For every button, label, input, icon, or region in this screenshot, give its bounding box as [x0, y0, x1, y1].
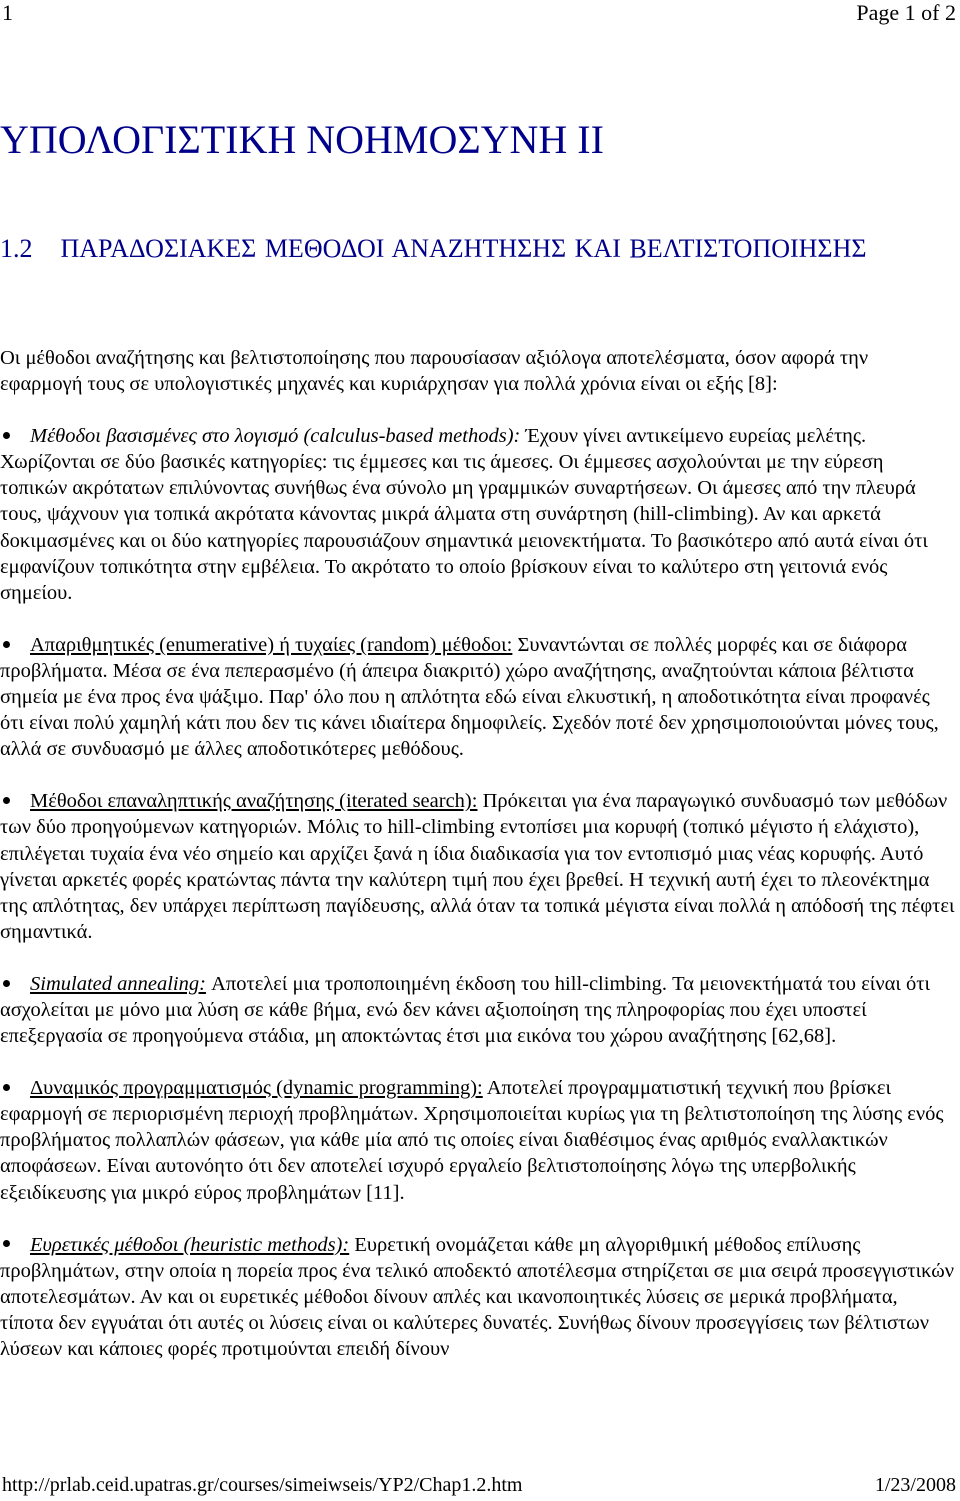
footer-date: 1/23/2008: [874, 1474, 956, 1496]
item-text: Ευρετική ονομάζεται κάθε μη αλγοριθμική μέθοδος επίλυσης προβλημάτων, στην οποία η πορεία προς ένα τελικό αποδεκτό αποτέλεσμα στηρίζεται σε μια σειρά προσεγγιστικών αποτελεσμάτων. Αν και οι ευρετικές μέθοδοι δίνουν απλές και ικανοποιητικές λύσεις σε μερικά προβλήματα, τίποτα δεν εγγυάται ότι αυτές οι λύσεις είναι οι καλύτερες δυνατές. Συνήθως δίνουν προσεγγίσεις των βέλτιστων λύσεων και κάποιες φορές προτιμούνται επειδή δίνουν: [0, 1233, 955, 1360]
list-item: [0, 1232, 955, 1362]
section-heading: [0, 232, 866, 266]
page-title: ΥΠΟΛΟΓΙΣΤΙΚΗ ΝΟΗΜΟΣΥΝΗ ΙΙ: [0, 117, 604, 162]
methods-list: [0, 423, 955, 1362]
list-item: [0, 1075, 955, 1205]
bullet-icon: [3, 1084, 10, 1091]
list-item: [0, 423, 955, 606]
item-term: Simulated annealing:: [30, 972, 206, 995]
bullet-icon: [3, 641, 10, 648]
item-text: Συναντώνται σε πολλές μορφές και σε διάφορα προβλήματα. Μέσα σε ένα πεπερασμένο (ή άπειρα διακριτό) χώρο αναζήτησης, αναζητούνται κάποια βέλτιστα σημεία με ένα προς ένα ψάξιμο. Παρ' όλο που η απλότητα εδώ είναι ελκυστική, η αποδοτικότητα είναι προφανές ότι είναι πολύ χαμηλή κάτι που δεν τις κάνει ιδιαίτερα δημοφιλείς. Σχεδόν ποτέ δεν χρησιμοποιούνται μόνες τους, αλλά σε συνδυασμό με άλλες αποδοτικότερες μεθόδους.: [0, 633, 939, 761]
item-text: Έχουν γίνει αντικείμενο ευρείας μελέτης. Χωρίζονται σε δύο βασικές κατηγορίες: τις έμμεσες και τις άμεσες. Οι έμμεσες ασχολούνται με την εύρεση τοπικών ακρότατων επιλύνοντας συνήθως ένα σύνολο μη γραμμικών συναρτήσεων. Οι άμεσες από την πλευρά τους, ψάχνουν για τοπικά ακρότατα κάνοντας μικρά άλματα στη συνάρτηση (hill-climbing). Αν και αρκετά δοκιμασμένες και οι δύο κατηγορίες παρουσιάζουν σημαντικά μειονεκτήματα. Το βασικότερο από αυτά είναι ότι εμφανίζουν τοπικότητα στην εμβέλεια. Το ακρότατο το οποίο βρίσκουν είναι το καλύτερο στη γειτονιά ενός σημείου.: [0, 425, 928, 604]
header-page-label: Page 1 of 2: [856, 0, 956, 25]
item-term: Απαριθμητικές (enumerative) ή τυχαίες (random) μέθοδοι:: [30, 633, 513, 656]
bullet-icon: [3, 1240, 10, 1247]
item-text: Αποτελεί προγραμματιστική τεχνική που βρίσκει εφαρμογή σε περιορισμένη περιοχή προβλημάτων. Χρησιμοποιείται κυρίως για τη βελτιστοποίηση της λύσης ενός προβλήματος πολλαπλών φάσεων, για κάθε μία από τις οποίες είναι διαθέσιμος ένας αριθμός εναλλακτικών αποφάσεων. Είναι αυτονόητο ότι δεν αποτελεί ισχυρό εργαλείο βελτιστοποίησης λόγω της υπερβολικής εξειδίκευσης για μικρό εύρος προβλημάτων [11].: [0, 1077, 944, 1204]
item-text: Πρόκειται για ένα παραγωγικό συνδυασμό των μεθόδων των δύο προηγούμενων κατηγοριών. Μόλις το hill-climbing εντοπίσει μια κορυφή (τοπικό μέγιστο ή ελάχιστο), επιλέγεται τυχαία ένα νέο σημείο και αρχίζει ξανά η ίδια διαδικασία για τον εντοπισμό μιας νέας κορυφής. Αυτό γίνεται αρκετές φορές κρατώντας πάντα την καλύτερη τιμή που έχει βρεθεί. Η τεχνική αυτή έχει το πλεονέκτημα της απλότητας, δεν υπάρχει περίπτωση παγίδευσης, αλλά όταν τα τοπικά μέγιστα είναι πολλά η απόδοσή της πέφτει σημαντικά.: [0, 790, 955, 943]
list-item: [0, 632, 955, 762]
section-number: 1.2: [0, 234, 33, 263]
document-body: [0, 345, 955, 1362]
bullet-icon: [3, 980, 10, 987]
item-term: Μέθοδοι βασισμένες στο λογισμό (calculus-based methods):: [30, 425, 521, 448]
intro-paragraph: Οι μέθοδοι αναζήτησης και βελτιστοποίησης που παρουσίασαν αξιόλογα αποτελέσματα, όσον αφορά την εφαρμογή τους σε υπολογιστικές μηχανές και κυριάρχησαν για πολλά χρόνια είναι οι εξής [8]:: [0, 347, 869, 396]
item-term: Ευρετικές μέθοδοι (heuristic methods):: [30, 1233, 350, 1256]
item-term: Δυναμικός προγραμματισμός (dynamic programming):: [30, 1077, 483, 1100]
list-item: [0, 971, 955, 1049]
item-term: Μέθοδοι επαναληπτικής αναζήτησης (iterated search):: [30, 790, 478, 813]
footer-url: http://prlab.ceid.upatras.gr/courses/simeiwseis/YP2/Chap1.2.htm: [2, 1474, 523, 1496]
list-item: [0, 788, 955, 945]
bullet-icon: [3, 797, 10, 804]
header-page-number: 1: [2, 0, 13, 25]
item-text: Αποτελεί μια τροποποιημένη έκδοση του hill-climbing. Τα μειονεκτήματά του είναι ότι ασχολείται με μόνο μια λύση σε κάθε βήμα, ενώ δεν κάνει αξιοποίηση της πληροφορίας που έχει υποστεί επεξεργασία σε προηγούμενα στάδια, μη αποκτώντας έτσι μια εικόνα του χώρου αναζήτησης [62,68].: [0, 972, 930, 1048]
bullet-icon: [3, 432, 10, 439]
section-title: ΠΑΡΑΔΟΣΙΑΚΕΣ ΜΕΘΟΔΟΙ ΑΝΑΖΗΤΗΣΗΣ ΚΑΙ ΒΕΛΤΙΣΤΟΠΟΙΗΣΗΣ: [60, 234, 867, 263]
